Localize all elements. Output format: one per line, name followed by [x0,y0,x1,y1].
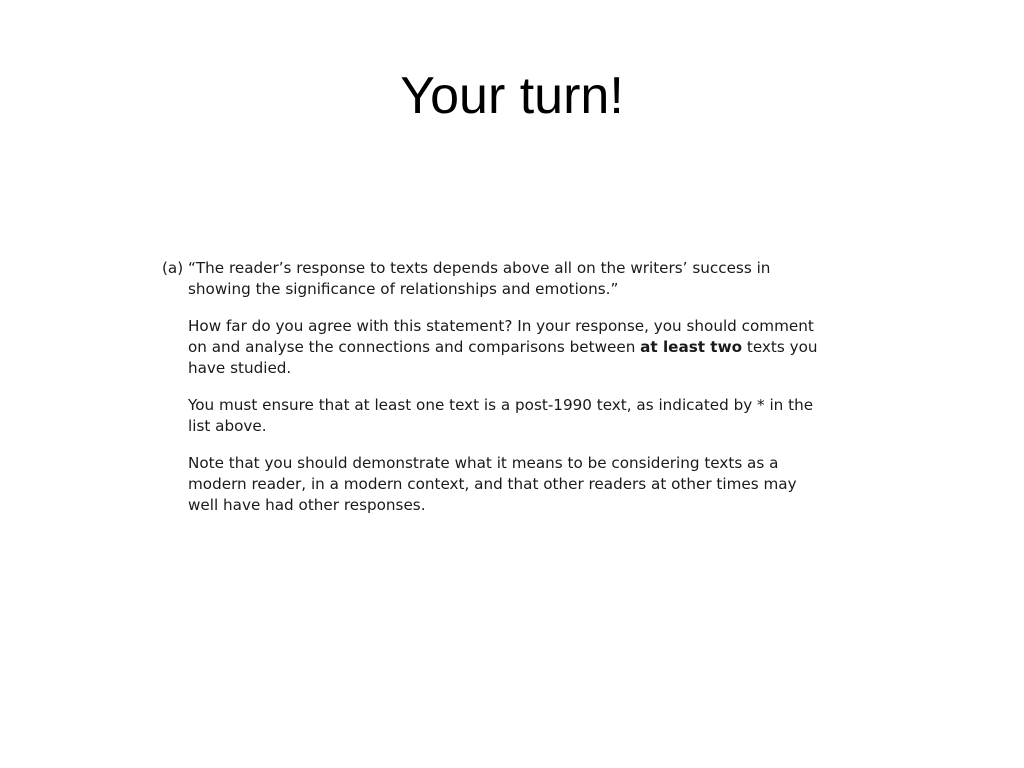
question-quote: “The reader’s response to texts depends above all on the writers’ success in showing the significance of relationships and emotions.” [188,259,771,298]
question-row [162,258,842,516]
instruction-text-start: How far do you agree with this statement? In your response, you should comment on and analyse the connections and comparisons between [188,317,814,356]
question-block [162,258,842,516]
question-instruction [188,316,842,379]
instruction-text-end: texts you have studied. [188,338,818,377]
instruction-emphasis: at least two [640,338,743,356]
question-label: (a) [162,259,184,277]
question-body [188,258,842,516]
question-note: Note that you should demonstrate what it means to be considering texts as a modern reader, in a modern context, and that other readers at other times may well have had other responses. [188,454,797,514]
question-requirement: You must ensure that at least one text is a post-1990 text, as indicated by * in the list above. [188,396,814,435]
slide-title: Your turn! [400,67,624,125]
